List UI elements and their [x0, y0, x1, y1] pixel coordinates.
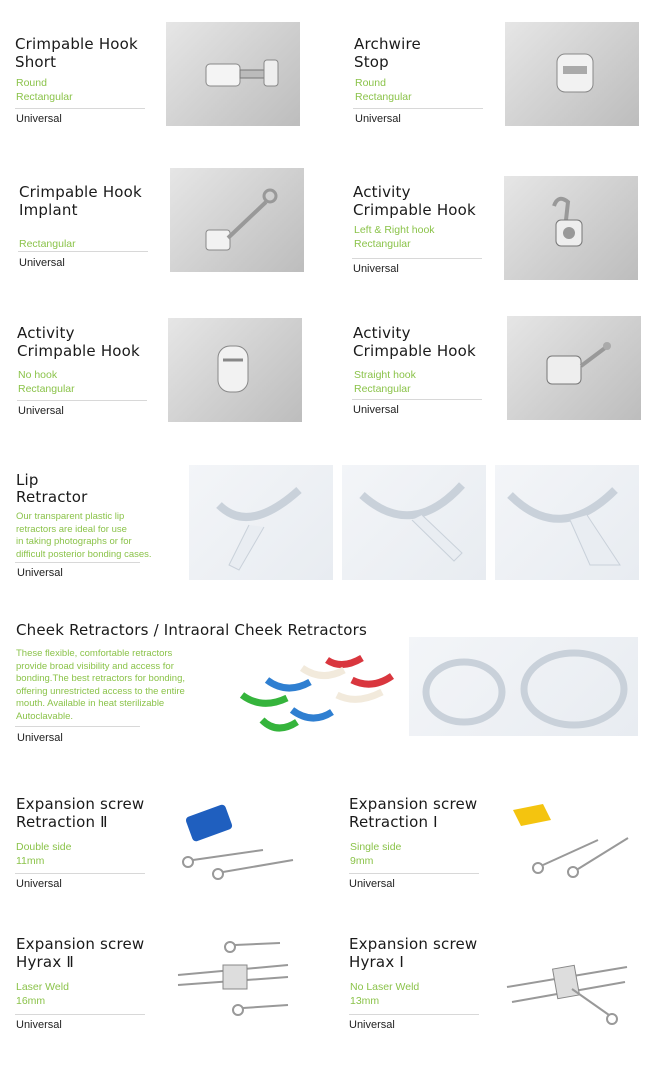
product-photo-lip-retractor-2	[342, 465, 486, 580]
product-photo-crimpable-hook-implant	[170, 168, 304, 272]
product-title: Lip Retractor	[16, 471, 88, 506]
product-description	[16, 511, 152, 561]
universal-label: Universal	[353, 263, 399, 275]
product-variants: Rectangular	[19, 238, 76, 250]
description-line: in taking photographs or for	[16, 536, 132, 547]
description-line: Our transparent plastic lip	[16, 511, 125, 522]
product-photo-lip-retractor-3	[495, 465, 639, 580]
divider	[349, 1014, 479, 1015]
description-line: Autoclavable.	[16, 710, 74, 722]
universal-label: Universal	[349, 878, 395, 890]
divider	[17, 400, 147, 401]
divider	[18, 251, 148, 252]
product-photo-colored-cheek-retractors	[232, 640, 402, 740]
product-photo-activity-hook-no	[168, 318, 302, 422]
description-line: These flexible, comfortable retractors	[16, 648, 173, 659]
product-variants: Laser Weld 16mm	[16, 981, 69, 1007]
product-photo-archwire-stop	[505, 22, 639, 126]
product-variants: Straight hook Rectangular	[354, 369, 416, 395]
description-line: retractors are ideal for use	[16, 523, 127, 535]
product-title: Crimpable Hook Implant	[19, 183, 142, 219]
universal-label: Universal	[349, 1019, 395, 1031]
section-title: Cheek Retractors / Intraoral Cheek Retractors	[16, 621, 368, 639]
description-line: offering unrestricted access to the entire	[16, 685, 185, 697]
divider	[15, 562, 140, 563]
product-title: Activity Crimpable Hook	[353, 324, 476, 360]
divider	[353, 108, 483, 109]
product-description	[16, 648, 185, 723]
product-photo-expansion-retraction-2	[168, 790, 302, 894]
universal-label: Universal	[18, 405, 64, 417]
divider	[352, 399, 482, 400]
product-variants: Round Rectangular	[16, 77, 73, 103]
divider	[15, 1014, 145, 1015]
description-line: difficult posterior bonding cases.	[16, 548, 152, 560]
description-line: bonding.The best retractors for bonding,	[16, 673, 185, 684]
universal-label: Universal	[17, 732, 63, 744]
universal-label: Universal	[19, 257, 65, 269]
divider	[15, 108, 145, 109]
product-photo-crimpable-hook-short	[166, 22, 300, 126]
product-title: Expansion screw Hyrax Ⅰ	[349, 935, 478, 971]
product-variants: No Laser Weld 13mm	[350, 981, 420, 1007]
product-title: Expansion screw Hyrax Ⅱ	[16, 935, 145, 971]
divider	[15, 726, 140, 727]
product-photo-clear-cheek-retractors	[409, 637, 638, 736]
product-title: Archwire Stop	[354, 35, 421, 71]
product-photo-activity-hook-lr	[504, 176, 638, 280]
product-title: Activity Crimpable Hook	[353, 183, 476, 219]
product-variants: Single side 9mm	[350, 841, 402, 867]
product-photo-expansion-hyrax-2	[168, 925, 304, 1030]
universal-label: Universal	[17, 567, 63, 579]
product-photo-expansion-hyrax-1	[497, 927, 634, 1035]
description-line: mouth. Available in heat sterilizable	[16, 698, 165, 709]
product-variants: Round Rectangular	[355, 77, 412, 103]
universal-label: Universal	[16, 1019, 62, 1031]
product-title: Expansion screw Retraction Ⅰ	[349, 795, 478, 831]
universal-label: Universal	[355, 113, 401, 125]
product-photo-lip-retractor-1	[189, 465, 333, 580]
product-title: Crimpable Hook Short	[15, 35, 138, 71]
product-variants: Left & Right hook Rectangular	[354, 224, 435, 250]
divider	[352, 258, 482, 259]
universal-label: Universal	[353, 404, 399, 416]
product-variants: Double side 11mm	[16, 841, 72, 867]
product-title: Activity Crimpable Hook	[17, 324, 140, 360]
product-variants: No hook Rectangular	[18, 369, 75, 395]
product-photo-expansion-retraction-1	[503, 790, 637, 894]
divider	[15, 873, 145, 874]
product-title: Expansion screw Retraction Ⅱ	[16, 795, 145, 831]
divider	[349, 873, 479, 874]
product-photo-activity-hook-straight	[507, 316, 641, 420]
universal-label: Universal	[16, 113, 62, 125]
description-line: provide broad visibility and access for	[16, 660, 174, 672]
universal-label: Universal	[16, 878, 62, 890]
